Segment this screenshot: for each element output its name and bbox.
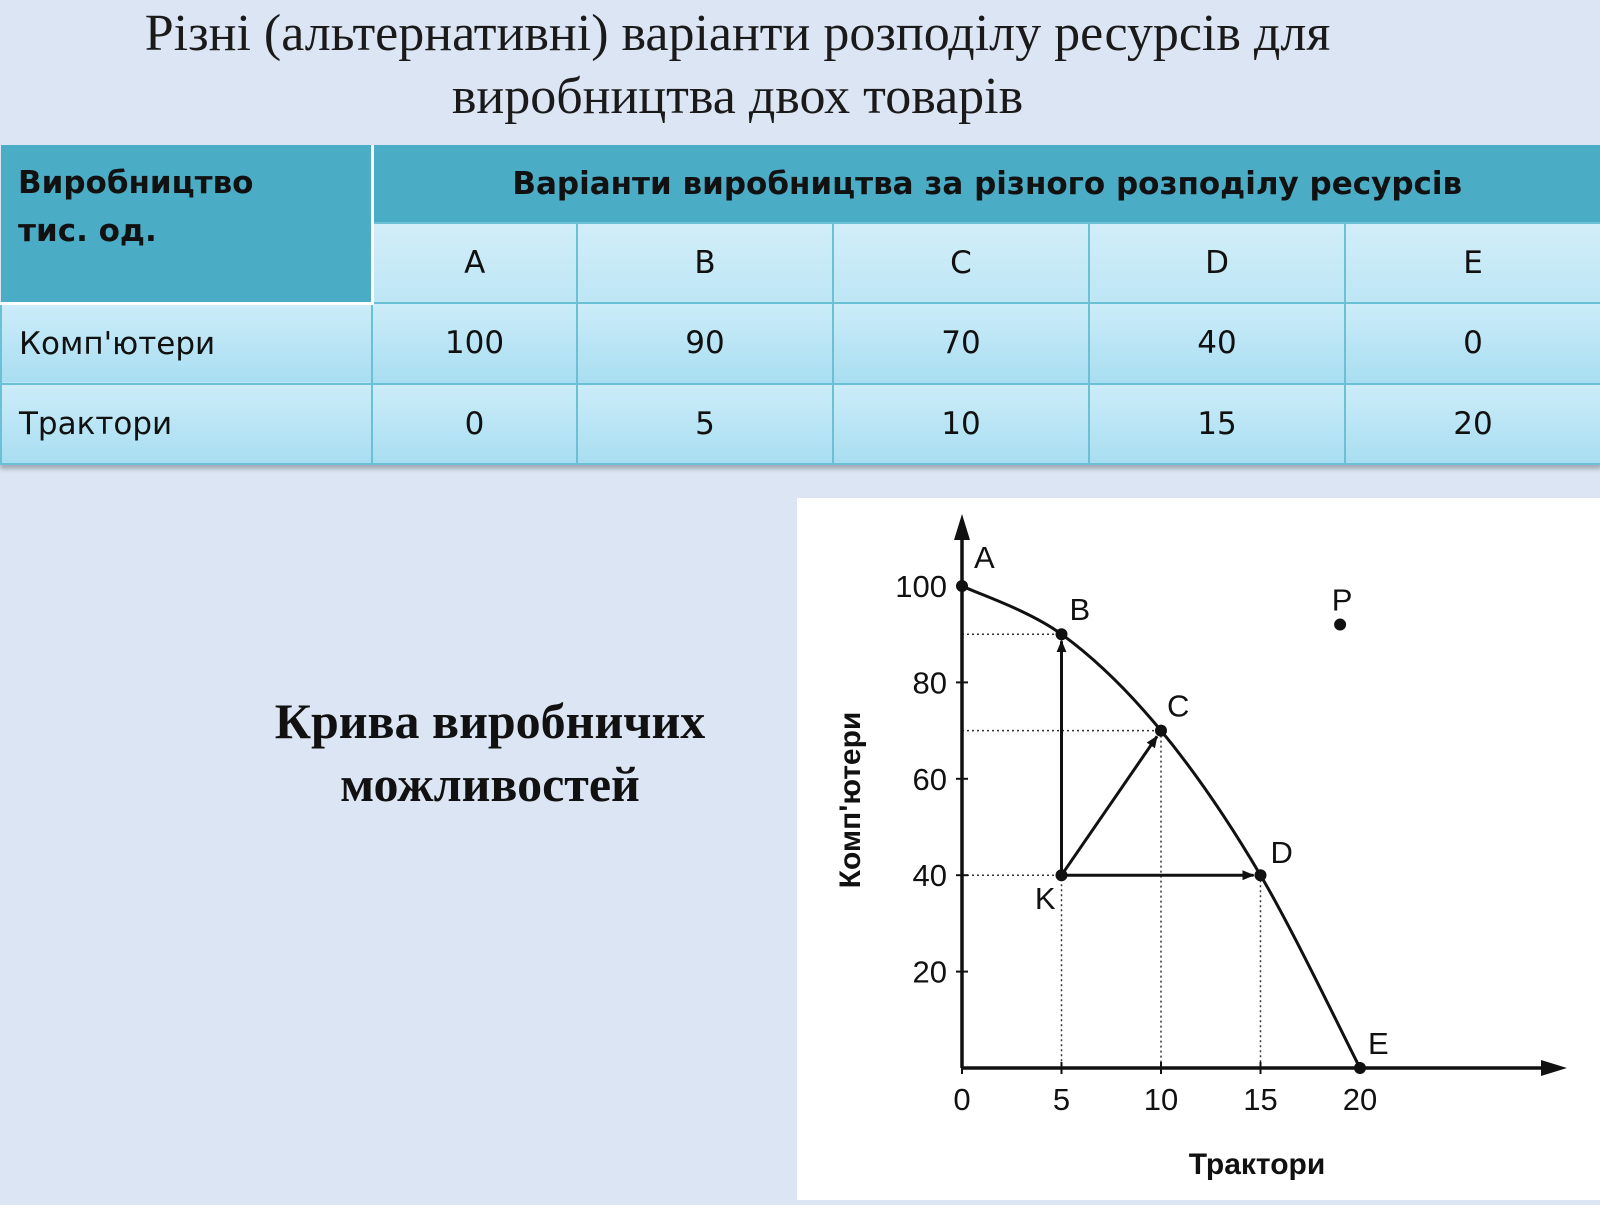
x-axis-title: Трактори	[1188, 1148, 1326, 1181]
chart-caption-line-2: можливостей	[340, 756, 640, 812]
y-tick-label: 20	[912, 954, 947, 990]
x-tick-label: 5	[1052, 1082, 1071, 1117]
point-p	[1334, 619, 1346, 631]
y-axis-arrow-icon	[954, 514, 970, 540]
column-header-c: C	[833, 223, 1089, 303]
table-cell: 0	[1345, 303, 1600, 384]
table-corner-header	[1, 145, 372, 303]
x-tick-label: 15	[1243, 1082, 1278, 1117]
page-title	[0, 2, 1475, 128]
column-header-b: B	[577, 223, 833, 303]
table-cell: 10	[833, 384, 1089, 464]
page-title-line-1: Різні (альтернативні) варіанти розподілу ресурсів для	[144, 5, 1331, 62]
table-cell: 20	[1345, 384, 1600, 464]
production-table	[0, 145, 1600, 465]
page-title-line-2: виробництва двох товарів	[451, 68, 1024, 125]
x-tick-label: 20	[1342, 1082, 1378, 1117]
row-label-tractors: Трактори	[1, 384, 372, 464]
y-tick-label: 100	[895, 569, 947, 604]
chart-caption-line-1: Крива виробничих	[274, 693, 706, 749]
arrow-k-to-c	[1062, 736, 1158, 875]
y-tick-label: 60	[912, 761, 947, 797]
point-label-e: E	[1368, 1026, 1389, 1061]
point-a	[956, 580, 968, 592]
table-cell: 70	[833, 303, 1089, 384]
table-cell: 90	[577, 303, 833, 384]
table-cell: 15	[1089, 384, 1345, 464]
ppf-chart	[797, 498, 1600, 1200]
variants-header: Варіанти виробництва за різного розподілу ресурсів	[512, 165, 1463, 202]
table-cell: 5	[577, 384, 833, 464]
column-header-d: D	[1089, 223, 1345, 303]
x-axis-arrow-icon	[1541, 1060, 1567, 1076]
corner-header-line-1: Виробництво	[18, 165, 254, 201]
row-label-computers: Комп'ютери	[1, 303, 372, 384]
point-label-c: C	[1167, 688, 1190, 724]
x-tick-label: 10	[1143, 1082, 1179, 1117]
point-e	[1354, 1062, 1366, 1074]
chart-panel	[797, 498, 1600, 1200]
point-label-p: P	[1331, 582, 1353, 618]
point-d	[1255, 869, 1267, 881]
point-c	[1155, 725, 1167, 737]
point-label-a: A	[974, 540, 995, 575]
table-cell: 0	[372, 384, 577, 464]
y-axis-title: Комп'ютери	[834, 711, 867, 889]
point-label-k: K	[1034, 881, 1056, 917]
column-header-a: A	[372, 223, 577, 303]
point-label-d: D	[1270, 835, 1293, 871]
table-cell: 40	[1089, 303, 1345, 384]
point-k	[1056, 869, 1068, 881]
point-label-b: B	[1069, 592, 1091, 628]
y-tick-label: 40	[912, 858, 947, 894]
table-row	[1, 384, 1600, 464]
corner-header-line-2: тис. од.	[18, 213, 157, 249]
chart-caption	[210, 690, 770, 816]
y-tick-label: 80	[912, 665, 947, 701]
x-tick-label: 0	[953, 1082, 971, 1117]
table-header-row	[1, 145, 1600, 223]
table-row	[1, 303, 1600, 384]
column-header-e: E	[1345, 223, 1600, 303]
table-cell: 100	[372, 303, 577, 384]
point-b	[1056, 628, 1068, 640]
